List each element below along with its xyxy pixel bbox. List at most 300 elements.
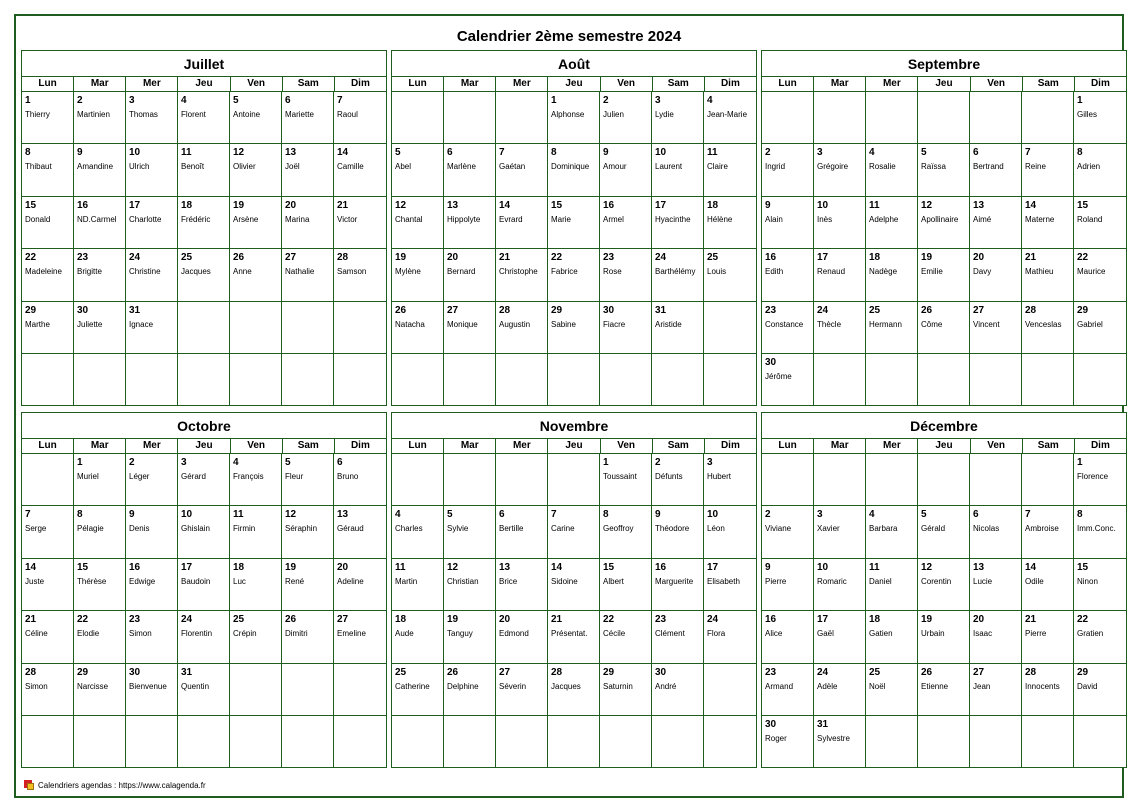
day-cell[interactable] (22, 559, 74, 611)
empty-cell (126, 354, 178, 406)
day-cell[interactable] (74, 664, 126, 716)
day-number: 6 (973, 509, 979, 521)
day-cell[interactable] (1074, 92, 1126, 144)
day-cell[interactable] (866, 302, 918, 354)
day-number: 11 (395, 561, 406, 573)
day-cell[interactable] (548, 92, 600, 144)
day-cell[interactable] (652, 611, 704, 663)
day-cell[interactable] (392, 302, 444, 354)
saint-name: Amour (603, 162, 627, 172)
day-cell[interactable] (22, 611, 74, 663)
day-cell[interactable] (866, 506, 918, 558)
day-number: 25 (869, 304, 881, 316)
day-cell[interactable] (1074, 611, 1126, 663)
day-cell[interactable] (496, 559, 548, 611)
saint-name: Christine (129, 267, 161, 277)
day-cell[interactable] (970, 664, 1022, 716)
weekday-label: Mer (126, 439, 178, 453)
day-cell[interactable] (814, 197, 866, 249)
day-cell[interactable] (866, 249, 918, 301)
day-number: 1 (603, 457, 609, 468)
day-number: 12 (395, 199, 407, 211)
day-cell[interactable] (126, 144, 178, 196)
day-cell[interactable] (392, 664, 444, 716)
saint-name: Corentin (921, 576, 952, 586)
saint-name: Martin (395, 576, 418, 586)
saint-name: Louis (707, 267, 727, 277)
day-cell[interactable] (600, 664, 652, 716)
saint-name: Nadège (869, 267, 898, 277)
day-cell[interactable] (22, 197, 74, 249)
day-cell[interactable] (444, 506, 496, 558)
day-number: 8 (77, 509, 83, 521)
day-cell[interactable] (230, 197, 282, 249)
day-cell[interactable] (1074, 197, 1126, 249)
day-cell[interactable] (178, 559, 230, 611)
day-cell[interactable] (444, 249, 496, 301)
day-number: 14 (1025, 561, 1037, 573)
saint-name: Sabine (551, 319, 576, 329)
saint-name: Saturnin (603, 681, 633, 691)
day-cell[interactable] (496, 611, 548, 663)
saint-name: Nicolas (973, 524, 1000, 534)
day-cell[interactable] (814, 559, 866, 611)
day-cell[interactable] (126, 92, 178, 144)
day-number: 27 (973, 304, 985, 316)
day-number: 26 (921, 666, 933, 678)
saint-name: Viviane (765, 524, 792, 534)
day-cell[interactable] (126, 611, 178, 663)
saint-name: Christophe (499, 267, 538, 277)
weekday-label: Jeu (178, 439, 230, 453)
day-cell[interactable] (652, 559, 704, 611)
day-cell[interactable] (652, 144, 704, 196)
day-cell[interactable] (1074, 506, 1126, 558)
saint-name: Romaric (817, 576, 847, 586)
weekday-label: Lun (392, 77, 444, 91)
day-cell[interactable] (1022, 506, 1074, 558)
day-cell[interactable] (282, 92, 334, 144)
saint-name: Luc (233, 576, 246, 586)
saint-name: Défunts (655, 472, 683, 481)
saint-name: Firmin (233, 524, 256, 534)
day-cell[interactable] (866, 559, 918, 611)
day-cell[interactable] (918, 611, 970, 663)
empty-cell (1074, 716, 1126, 768)
saint-name: Jean-Marie (707, 110, 748, 119)
day-cell[interactable] (600, 92, 652, 144)
day-number: 18 (233, 561, 245, 573)
day-cell[interactable] (334, 611, 386, 663)
day-cell[interactable] (126, 302, 178, 354)
day-cell[interactable] (282, 249, 334, 301)
day-cell[interactable] (1022, 611, 1074, 663)
day-cell[interactable] (334, 506, 386, 558)
day-cell[interactable] (814, 664, 866, 716)
month-title: Juillet (22, 51, 386, 77)
saint-name: Thomas (129, 110, 158, 119)
day-cell[interactable] (334, 559, 386, 611)
day-cell[interactable] (762, 559, 814, 611)
day-cell[interactable] (126, 559, 178, 611)
day-number: 10 (707, 509, 719, 521)
day-cell[interactable] (282, 454, 334, 506)
day-cell[interactable] (334, 249, 386, 301)
day-cell[interactable] (600, 506, 652, 558)
day-cell[interactable] (230, 144, 282, 196)
day-number: 17 (817, 614, 829, 626)
day-number: 16 (655, 561, 667, 573)
day-cell[interactable] (22, 144, 74, 196)
day-cell[interactable] (22, 249, 74, 301)
day-number: 4 (395, 509, 401, 521)
saint-name: Armand (765, 681, 794, 691)
day-cell[interactable] (74, 506, 126, 558)
day-cell[interactable] (1074, 249, 1126, 301)
empty-cell (230, 354, 282, 406)
day-cell[interactable] (866, 664, 918, 716)
weekday-label: Mer (496, 439, 548, 453)
day-cell[interactable] (548, 197, 600, 249)
empty-cell (918, 354, 970, 406)
day-cell[interactable] (970, 506, 1022, 558)
day-number: 25 (869, 666, 881, 678)
day-cell[interactable] (22, 506, 74, 558)
day-cell[interactable] (496, 144, 548, 196)
day-cell[interactable] (392, 144, 444, 196)
day-number: 31 (655, 304, 667, 316)
day-cell[interactable] (600, 249, 652, 301)
day-cell[interactable] (814, 302, 866, 354)
saint-name: Tanguy (447, 629, 473, 639)
day-cell[interactable] (444, 197, 496, 249)
day-cell[interactable] (74, 249, 126, 301)
day-cell[interactable] (178, 249, 230, 301)
day-cell[interactable] (600, 302, 652, 354)
day-cell[interactable] (704, 144, 756, 196)
day-number: 2 (603, 95, 609, 106)
saint-name: Laurent (655, 162, 683, 172)
day-number: 28 (25, 666, 37, 678)
day-cell[interactable] (282, 197, 334, 249)
day-cell[interactable] (814, 249, 866, 301)
saint-name: Narcisse (77, 681, 109, 691)
day-cell[interactable] (392, 611, 444, 663)
day-number: 9 (77, 147, 83, 159)
day-cell[interactable] (444, 611, 496, 663)
day-cell[interactable] (496, 506, 548, 558)
day-cell[interactable] (970, 611, 1022, 663)
day-number: 29 (603, 666, 615, 678)
day-cell[interactable] (22, 664, 74, 716)
day-cell[interactable] (866, 197, 918, 249)
day-cell[interactable] (1074, 302, 1126, 354)
day-cell[interactable] (652, 302, 704, 354)
day-number: 13 (499, 561, 511, 573)
day-cell[interactable] (762, 197, 814, 249)
day-cell[interactable] (496, 664, 548, 716)
day-cell[interactable] (22, 302, 74, 354)
day-number: 14 (551, 561, 563, 573)
day-cell[interactable] (496, 249, 548, 301)
day-cell[interactable] (334, 144, 386, 196)
saint-name: Donald (25, 214, 51, 224)
day-number: 9 (603, 147, 609, 159)
day-cell[interactable] (444, 559, 496, 611)
empty-cell (74, 354, 126, 406)
day-cell[interactable] (704, 249, 756, 301)
day-cell[interactable] (762, 144, 814, 196)
day-cell[interactable] (600, 611, 652, 663)
saint-name: Clément (655, 629, 685, 639)
weekday-label: Ven (231, 439, 283, 453)
day-cell[interactable] (600, 559, 652, 611)
day-cell[interactable] (126, 664, 178, 716)
day-number: 23 (603, 252, 615, 264)
day-cell[interactable] (814, 506, 866, 558)
weekday-label: Sam (653, 77, 705, 91)
day-cell[interactable] (444, 664, 496, 716)
weekday-header (392, 77, 756, 92)
day-number: 5 (233, 95, 239, 106)
day-cell[interactable] (230, 559, 282, 611)
day-number: 31 (129, 304, 141, 316)
empty-cell (230, 302, 282, 354)
day-cell[interactable] (762, 664, 814, 716)
day-cell[interactable] (282, 559, 334, 611)
saint-name: Camille (337, 162, 364, 172)
weekday-label: Dim (350, 78, 370, 89)
empty-cell (392, 354, 444, 406)
day-cell[interactable] (74, 454, 126, 506)
day-cell[interactable] (918, 249, 970, 301)
day-cell[interactable] (444, 302, 496, 354)
day-cell[interactable] (230, 92, 282, 144)
empty-cell (1022, 92, 1074, 144)
day-cell[interactable] (334, 92, 386, 144)
day-number: 13 (337, 509, 349, 521)
day-number: 23 (655, 614, 667, 626)
day-cell[interactable] (918, 144, 970, 196)
day-cell[interactable] (1074, 144, 1126, 196)
day-cell[interactable] (126, 506, 178, 558)
day-number: 22 (25, 252, 37, 264)
day-number: 27 (447, 304, 459, 316)
day-cell[interactable] (178, 197, 230, 249)
day-cell[interactable] (652, 454, 704, 506)
saint-name: Anne (233, 267, 252, 277)
day-cell[interactable] (548, 144, 600, 196)
day-cell[interactable] (762, 506, 814, 558)
day-cell[interactable] (178, 506, 230, 558)
day-cell[interactable] (282, 506, 334, 558)
weekday-header (22, 439, 386, 454)
day-cell[interactable] (22, 92, 74, 144)
saint-name: André (655, 681, 677, 691)
day-cell[interactable] (178, 144, 230, 196)
day-cell[interactable] (334, 454, 386, 506)
day-cell[interactable] (74, 611, 126, 663)
day-cell[interactable] (704, 454, 756, 506)
day-cell[interactable] (762, 302, 814, 354)
day-cell[interactable] (704, 92, 756, 144)
day-cell[interactable] (282, 144, 334, 196)
day-cell[interactable] (178, 92, 230, 144)
saint-name: Nathalie (285, 267, 315, 277)
day-cell[interactable] (392, 506, 444, 558)
saint-name: Apollinaire (921, 214, 959, 224)
day-cell[interactable] (762, 716, 814, 768)
saint-name: Gérald (921, 524, 946, 534)
day-cell[interactable] (704, 559, 756, 611)
day-cell[interactable] (814, 144, 866, 196)
weekday-label: Mer (866, 439, 918, 453)
day-cell[interactable] (1022, 249, 1074, 301)
month-novembre (391, 412, 757, 768)
day-cell[interactable] (178, 664, 230, 716)
saint-name: François (233, 472, 264, 481)
day-cell[interactable] (1022, 559, 1074, 611)
day-cell[interactable] (496, 197, 548, 249)
day-cell[interactable] (1022, 664, 1074, 716)
day-grid (22, 92, 386, 406)
empty-cell (126, 716, 178, 768)
saint-name: Maurice (1077, 267, 1106, 277)
day-cell[interactable] (970, 249, 1022, 301)
day-cell[interactable] (918, 302, 970, 354)
day-cell[interactable] (548, 611, 600, 663)
saint-name: Adèle (817, 681, 838, 691)
empty-cell (282, 354, 334, 406)
day-cell[interactable] (866, 611, 918, 663)
day-cell[interactable] (392, 249, 444, 301)
day-cell[interactable] (1022, 197, 1074, 249)
day-cell[interactable] (652, 197, 704, 249)
day-cell[interactable] (548, 559, 600, 611)
empty-cell (496, 716, 548, 768)
day-cell[interactable] (600, 144, 652, 196)
day-cell[interactable] (652, 249, 704, 301)
day-cell[interactable] (704, 506, 756, 558)
day-cell[interactable] (548, 249, 600, 301)
saint-name: Gaël (817, 629, 834, 639)
day-cell[interactable] (970, 197, 1022, 249)
day-cell[interactable] (496, 302, 548, 354)
day-cell[interactable] (74, 197, 126, 249)
weekday-label: Lun (762, 77, 814, 91)
day-cell[interactable] (1022, 302, 1074, 354)
saint-name: Bertille (499, 524, 524, 534)
day-number: 24 (817, 666, 829, 678)
day-cell[interactable] (74, 144, 126, 196)
day-cell[interactable] (392, 559, 444, 611)
saint-name: Hélène (707, 214, 733, 224)
saint-name: Arsène (233, 214, 259, 224)
day-cell[interactable] (1074, 664, 1126, 716)
day-cell[interactable] (1074, 454, 1126, 506)
day-number: 22 (1077, 252, 1089, 264)
day-cell[interactable] (1074, 559, 1126, 611)
day-cell[interactable] (918, 664, 970, 716)
footer-text[interactable]: Calendriers agendas : https://www.calagenda.fr (38, 780, 206, 790)
empty-cell (652, 716, 704, 768)
saint-name: Edith (765, 267, 784, 277)
weekday-label: Ven (231, 77, 283, 91)
weekday-label: Mar (814, 439, 866, 453)
day-cell[interactable] (178, 611, 230, 663)
day-number: 8 (551, 147, 557, 159)
day-cell[interactable] (652, 506, 704, 558)
day-cell[interactable] (444, 144, 496, 196)
day-cell[interactable] (548, 506, 600, 558)
day-cell[interactable] (230, 506, 282, 558)
day-cell[interactable] (334, 197, 386, 249)
day-cell[interactable] (918, 506, 970, 558)
day-cell[interactable] (814, 611, 866, 663)
saint-name: Muriel (77, 472, 99, 481)
day-cell[interactable] (230, 611, 282, 663)
day-number: 5 (447, 509, 453, 521)
weekday-label: Lun (22, 439, 74, 453)
weekday-label: Jeu (548, 77, 600, 91)
day-cell[interactable] (74, 92, 126, 144)
day-cell[interactable] (970, 144, 1022, 196)
day-cell[interactable] (762, 354, 814, 406)
day-cell[interactable] (392, 197, 444, 249)
day-cell[interactable] (652, 664, 704, 716)
day-cell[interactable] (970, 302, 1022, 354)
day-cell[interactable] (600, 197, 652, 249)
day-cell[interactable] (74, 559, 126, 611)
day-cell[interactable] (762, 249, 814, 301)
saint-name: Chantal (395, 214, 423, 224)
day-cell[interactable] (282, 611, 334, 663)
day-cell[interactable] (548, 302, 600, 354)
saint-name: Lucie (973, 576, 993, 586)
empty-cell (918, 716, 970, 768)
day-cell[interactable] (126, 249, 178, 301)
day-cell[interactable] (126, 197, 178, 249)
day-cell[interactable] (548, 664, 600, 716)
day-cell[interactable] (178, 454, 230, 506)
day-number: 11 (233, 509, 244, 521)
day-cell[interactable] (1022, 144, 1074, 196)
day-number: 4 (233, 457, 239, 468)
day-cell[interactable] (970, 559, 1022, 611)
day-cell[interactable] (866, 144, 918, 196)
weekday-label: Mar (444, 77, 496, 91)
day-cell[interactable] (652, 92, 704, 144)
empty-cell (814, 454, 866, 506)
day-cell[interactable] (704, 197, 756, 249)
weekday-label: Lun (392, 439, 444, 453)
day-cell[interactable] (74, 302, 126, 354)
day-number: 3 (181, 457, 187, 468)
day-cell[interactable] (230, 454, 282, 506)
day-cell[interactable] (918, 559, 970, 611)
day-cell[interactable] (126, 454, 178, 506)
day-cell[interactable] (704, 611, 756, 663)
saint-name: Delphine (447, 681, 479, 691)
day-cell[interactable] (230, 249, 282, 301)
day-cell[interactable] (762, 611, 814, 663)
day-number: 20 (447, 252, 459, 264)
saint-name: Constance (765, 319, 804, 329)
day-cell[interactable] (918, 197, 970, 249)
day-cell[interactable] (814, 716, 866, 768)
saint-name: Thérèse (77, 576, 107, 586)
day-cell[interactable] (600, 454, 652, 506)
